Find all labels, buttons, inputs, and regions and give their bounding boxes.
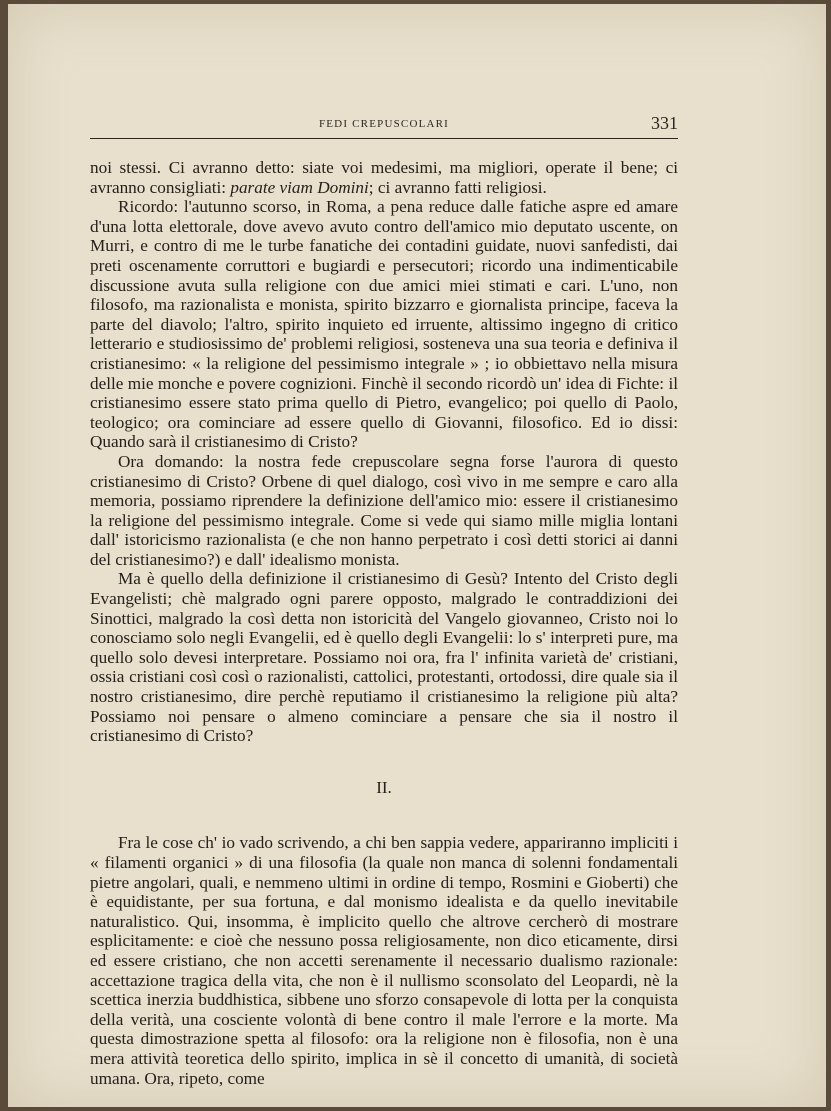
paragraph: Fra le cose ch' io vado scrivendo, a chi ben sappia vedere, appariranno impliciti i « filamenti organici » di una filosofia (la quale non manca di solenni fondamentali pietre angolari, quali, e nemmeno ultimi in ordine di tempo, Rosmini e Gioberti) che è equidistante, per sua fortuna, e dal monismo idealista e da quello inevitabile naturalistico. Qui, insomma, è implicito quello che altrove cercherò di mostrare esplicitamente: e cioè che nessuno possa religiosamente, non dico eticamente, dirsi ed essere cristiano, che non accetti serenamente il necessario dualismo razionale: accettazione tragica della vita, che non è il nullismo sconsolato del Leopardi, nè la scettica inerzia buddhistica, sibbene uno sforzo consapevole di lotta per la conquista della verità, una cosciente volontà di bene contro il male l'errore e la morte. Ma questa dimostrazione spetta al filosofo: ora la religione non è filosofia, non è una mera attività teoretica dello spirito, implica in sè il concetto di umanità, di società umana. Ora, ripeto, come [90, 833, 678, 1088]
latin-quote: parate viam Domini [230, 177, 369, 197]
header-rule [90, 138, 678, 139]
body-text [90, 158, 678, 1088]
paragraph: Ma è quello della definizione il cristianesimo di Gesù? Intento del Cristo degli Evangelisti; chè malgrado ogni parere opposto, malgrado le contraddizioni dei Sinottici, malgrado la così detta non istoricità del Vangelo giovanneo, Cristo noi lo conosciamo solo negli Evangelii, ed è quello degli Evangelii: lo s' interpreti pure, ma quello solo devesi interpretare. Possiamo noi ora, fra l' infinita varietà de' cristiani, ossia cristiani così così o razionalisti, cattolici, protestanti, ortodossi, dire quale sia il nostro cristianesimo, dire perchè reputiamo il cristianesimo la religione più alta? Possiamo noi pensare o almeno cominciare a pensare che sia il nostro il cristianesimo di Cristo? [90, 569, 678, 746]
paragraph: Ora domando: la nostra fede crepuscolare segna forse l'aurora di questo cristianesimo di Cristo? Orbene di quel dialogo, così vivo in me sempre e caro alla memoria, possiamo riprendere la definizione dell'amico mio: essere il cristianesimo la religione del pessimismo integrale. Come si vede qui siamo mille miglia lontani dall' istoricismo razionalista (e che non hanno perpetrato i così detti storici ai danni del cristianesimo?) e dall' idealismo monista. [90, 451, 678, 569]
paragraph-text: noi stessi. Ci avranno detto: siate voi medesimi, ma migliori, operate il bene; ci avranno consigliati: [90, 158, 678, 197]
page-header [90, 112, 678, 136]
paragraph: Ricordo: l'autunno scorso, in Roma, a pena reduce dalle fatiche aspre ed amare d'una lotta elettorale, dove avevo avuto contro dell'amico mio deputato uscente, on Murri, e contro di me le turbe fanatiche dei contadini guidate, nuovi sanfedisti, dai preti oscenamente corruttori e bugiardi e persecutori; ricordo una indimenticabile discussione avuta sulla religione con due amici miei stimati e cari. L'uno, non filosofo, ma razionalista e monista, spirito bizzarro e giornalista principe, faceva la parte del diavolo; l'altro, spirito inquieto ed irruente, altissimo ingegno di critico letterario e studiosissimo de' problemi religiosi, sosteneva una sua teoria e definiva il cristianesimo: « la religione del pessimismo integrale » ; io obbiettavo nella misura delle mie monche e povere cognizioni. Finchè il secondo ricordò un' idea di Fichte: il cristianesimo essere stato prima quello di Pietro, evangelico; poi quello di Paolo, teologico; ora cominciare ad essere quello di Giovanni, filosofico. Ed io dissi: Quando sarà il cristianesimo di Cristo? [90, 197, 678, 452]
page-number: 331 [651, 113, 678, 133]
paragraph [90, 158, 678, 197]
book-page [8, 4, 826, 1107]
running-title: FEDI CREPUSCOLARI [318, 118, 450, 130]
paragraph-text: ; ci avranno fatti religiosi. [368, 177, 547, 197]
section-heading: II. [376, 777, 392, 797]
